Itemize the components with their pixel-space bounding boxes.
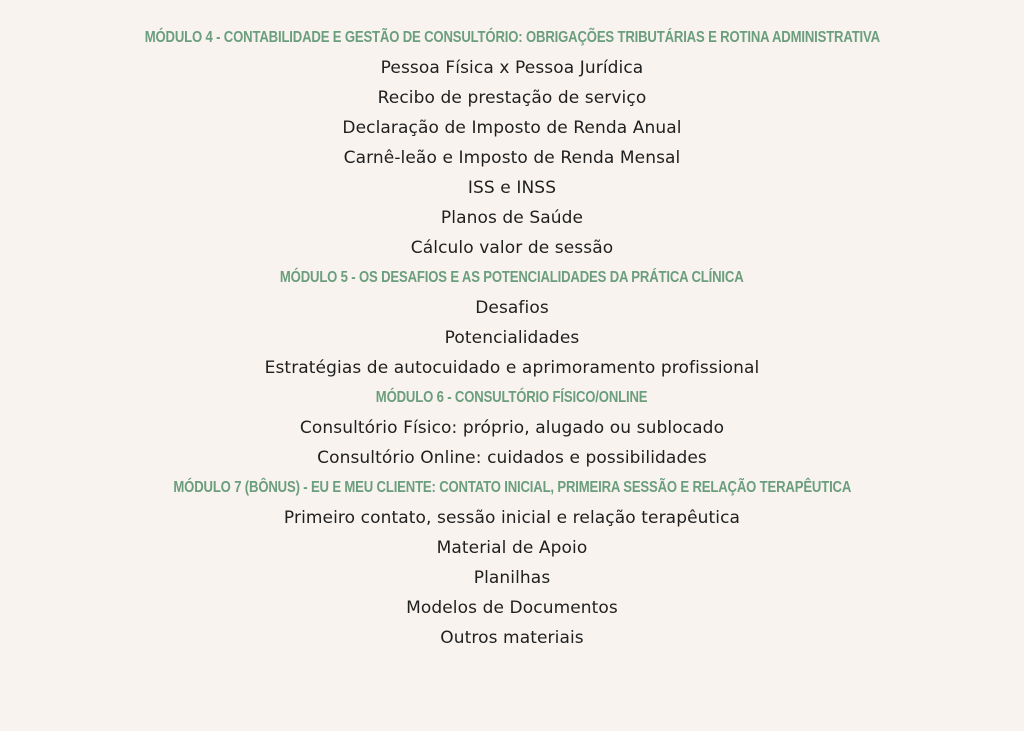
syllabus-item: Consultório Online: cuidados e possibilidades	[317, 448, 707, 468]
syllabus-item: Potencialidades	[444, 328, 580, 348]
syllabus-item: Material de Apoio	[436, 538, 588, 558]
syllabus-item: Declaração de Imposto de Renda Anual	[342, 118, 682, 138]
syllabus-item: Outros materiais	[440, 628, 584, 648]
syllabus-item: Desafios	[475, 298, 549, 318]
syllabus-item: Consultório Físico: próprio, alugado ou sublocado	[299, 418, 725, 438]
syllabus-item: Carnê-leão e Imposto de Renda Mensal	[343, 148, 681, 168]
syllabus-item: Primeiro contato, sessão inicial e relação terapêutica	[283, 508, 741, 528]
syllabus-item: Cálculo valor de sessão	[410, 238, 614, 258]
module-7-heading: MÓDULO 7 (BÔNUS) - EU E MEU CLIENTE: CONTATO INICIAL, PRIMEIRA SESSÃO E RELAÇÃO TERAPÊUTICA	[173, 479, 851, 496]
syllabus-item: Recibo de prestação de serviço	[377, 88, 647, 108]
module-5-heading: MÓDULO 5 - OS DESAFIOS E AS POTENCIALIDADES DA PRÁTICA CLÍNICA	[280, 269, 744, 286]
syllabus-item: Estratégias de autocuidado e aprimoramento profissional	[264, 358, 760, 378]
syllabus-item: Planilhas	[473, 568, 551, 588]
syllabus-item: ISS e INSS	[467, 178, 557, 198]
course-syllabus	[0, 23, 1024, 653]
syllabus-item: Planos de Saúde	[440, 208, 584, 228]
module-4-heading: MÓDULO 4 - CONTABILIDADE E GESTÃO DE CONSULTÓRIO: OBRIGAÇÕES TRIBUTÁRIAS E ROTINA ADMINISTRATIVA	[144, 29, 880, 46]
module-6-heading: MÓDULO 6 - CONSULTÓRIO FÍSICO/ONLINE	[376, 389, 648, 406]
syllabus-item: Pessoa Física x Pessoa Jurídica	[380, 58, 644, 78]
syllabus-item: Modelos de Documentos	[406, 598, 618, 618]
